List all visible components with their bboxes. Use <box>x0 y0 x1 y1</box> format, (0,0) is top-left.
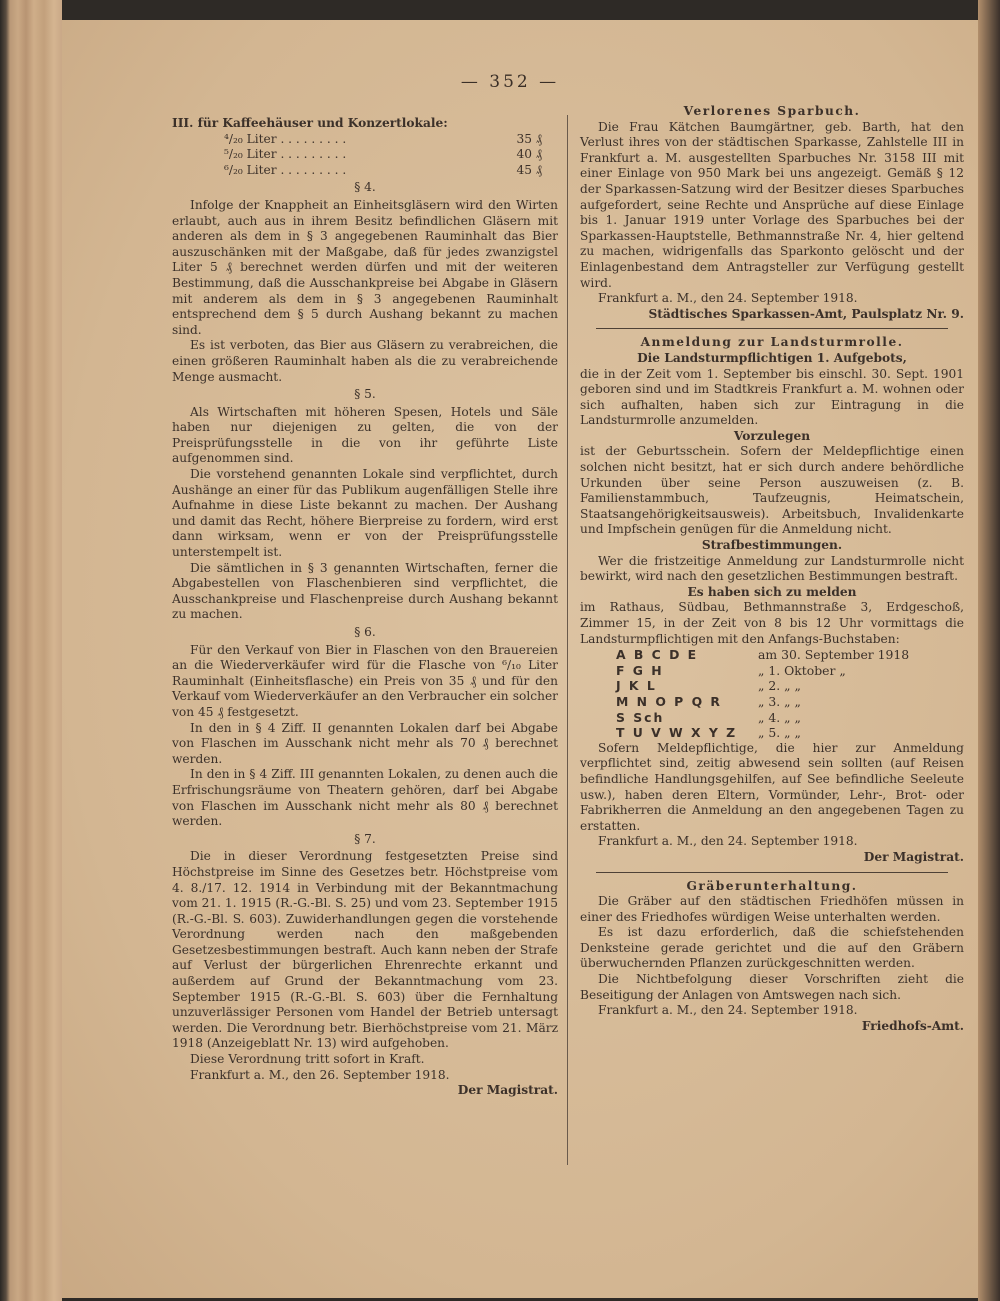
date-cell: „ 3. „ „ <box>758 693 801 709</box>
section-6-paragraph: Für den Verkauf von Bier in Flaschen von den Brauereien an die Wiederverkäufer wird für die Flasche von ⁶/₁₀ Liter Rauminhalt (Einheitsflasche) ein Preis von 35 ₰ und für den Verkauf vom Wiederverkäufer an den Verbraucher ein solcher von 45 ₰ festgesetzt. <box>172 642 558 719</box>
date-line: Frankfurt a. M., den 26. September 1918. <box>190 1067 450 1082</box>
date-line: Frankfurt a. M., den 24. September 1918. <box>598 291 858 306</box>
schedule-row <box>610 725 915 741</box>
section-4-heading: § 4. <box>354 180 376 195</box>
date-cell: „ 2. „ „ <box>758 678 801 694</box>
section-7-heading: § 7. <box>354 831 376 846</box>
section-5-paragraph: Die sämtlichen in § 3 genannten Wirtschaften, ferner die Abgabestellen von Flaschenbieren sind verpflichtet, die Ausschankpreise und Flaschenpreise durch Aushang bekannt zu machen. <box>172 560 558 622</box>
signature: Städtisches Sparkassen-Amt, Paulsplatz Nr. 9. <box>648 306 964 321</box>
page-number: — 352 — <box>460 72 560 92</box>
section-5-heading: § 5. <box>354 387 376 402</box>
letter-schedule-table <box>610 647 915 741</box>
signature: Der Magistrat. <box>457 1083 558 1098</box>
section-5-paragraph: Als Wirtschaften mit höheren Spesen, Hotels und Säle haben nur diejenigen zu gelten, die von der Preisprüfungsstelle in die von ihr geführte Liste aufgenommen sind. <box>172 404 558 466</box>
section-6-paragraph: In den in § 4 Ziff. III genannten Lokalen, zu denen auch die Erfrischungsräume von Theatern gehören, darf bei Abgabe von Flaschen im Ausschank nicht mehr als 80 ₰ berechnet werden. <box>172 767 558 829</box>
landsturm-text: die in der Zeit vom 1. September bis einschl. 30. Sept. 1901 geboren sind und im Stadtkreis Frankfurt a. M. wohnen oder sich aufhalten, haben sich zur Eintragung in die Landsturmrolle anzumelden. <box>580 366 964 428</box>
vorzulegen-heading: Vorzulegen <box>733 428 811 443</box>
strafbestimmungen-heading: Strafbestimmungen. <box>701 538 843 553</box>
graeber-text: Die Nichtbefolgung dieser Vorschriften zieht die Beseitigung der Anlagen von Amtswegen nach sich. <box>580 972 964 1002</box>
graeber-text: Es ist dazu erforderlich, daß die schiefstehenden Denksteine gerade gerichtet und die auf den Gräbern überwuchernden Pflanzen zurückgeschnitten werden. <box>580 925 964 971</box>
landsturm-text: im Rathaus, Südbau, Bethmannstraße 3, Erdgeschoß, Zimmer 15, in der Zeit von 8 bis 12 Uhr vormittags die Landsturmpflichtigen mit den Anfangs-Buchstaben: <box>580 600 964 646</box>
date-cell: „ 4. „ „ <box>758 709 801 725</box>
letters-cell: A B C D E <box>616 647 699 663</box>
notice-title-sparbuch: Verlorenes Sparbuch. <box>683 104 861 118</box>
schedule-row <box>610 647 915 663</box>
liter-label: ⁴/₂₀ Liter . . . . . . . . . <box>224 131 347 146</box>
letters-cell: S Sch <box>616 709 665 725</box>
book-binding-edge <box>978 0 1000 1301</box>
date-line: Frankfurt a. M., den 24. September 1918. <box>598 834 858 849</box>
date-cell: „ 1. Oktober „ <box>758 662 846 678</box>
heading-kaffeehaeuser: III. für Kaffeehäuser und Konzertlokale: <box>172 116 448 130</box>
landsturm-text: Wer die fristzeitige Anmeldung zur Landsturmrolle nicht bewirkt, wird nach den gesetzlichen Bestimmungen bestraft. <box>580 553 964 584</box>
section-6-paragraph: In den in § 4 Ziff. II genannten Lokalen darf bei Abgabe von Flaschen im Ausschank nicht mehr als 70 ₰ berechnet werden. <box>172 720 558 766</box>
date-cell: „ 5. „ „ <box>758 725 801 741</box>
schedule-row <box>610 678 915 694</box>
landsturm-text: Sofern Meldepflichtige, die hier zur Anmeldung verpflichtet sind, zeitig abwesend sein sollten (auf Reisen befindliche Handlungsgehilfen, auf See befindliche Seeleute usw.), haben deren Eltern, Vormünder, Lehr-, Brot- oder Fabrikherren die Anmeldung an den angegebenen Tagen zu erstatten. <box>580 740 964 833</box>
section-7-paragraph: Diese Verordnung tritt sofort in Kraft. <box>190 1052 425 1067</box>
liter-row <box>172 163 542 179</box>
schedule-row <box>610 694 915 710</box>
liter-row <box>172 132 542 148</box>
landsturm-text: ist der Geburtsschein. Sofern der Meldepflichtige einen solchen nicht besitzt, hat er sich durch andere behördliche Urkunden über seine Person auszuweisen (z. B. Familienstammbuch, Taufzeugnis, Heimatschein, Staatsangehörigkeitsausweis). Arbeitsbuch, Invalidenkarte und Impfschein genügen für die Anmeldung nicht. <box>580 444 964 537</box>
date-line: Frankfurt a. M., den 24. September 1918. <box>598 1003 858 1018</box>
section-rule <box>596 872 948 873</box>
liter-label: ⁶/₂₀ Liter . . . . . . . . . <box>224 162 347 177</box>
section-6-heading: § 6. <box>354 625 376 639</box>
signature: Der Magistrat. <box>863 849 964 864</box>
liter-row <box>172 147 542 163</box>
section-4-paragraph: Infolge der Knappheit an Einheitsgläsern wird den Wirten erlaubt, auch aus in ihrem Besitz befindlichen Gläsern mit anderen als dem in § 3 angegebenen Rauminhalt das Bier auszuschänken mit der Maßgabe, daß für jedes zwanzigstel Liter 5 ₰ berechnet werden dürfen und mit der weiteren Bestimmung, daß die Ausschankpreise bei Abgabe in Gläsern mit anderem als dem in § 3 angegebenen Rauminhalt entsprechend dem § 5 durch Aushang bekannt zu machen sind. <box>172 197 558 337</box>
notice-title-landsturm: Anmeldung zur Landsturmrolle. <box>640 335 904 350</box>
liter-price: 35 ₰ <box>516 131 542 146</box>
graeber-text: Die Gräber auf den städtischen Friedhöfen müssen in einer des Friedhofes würdigen Weise unterhalten werden. <box>580 894 964 924</box>
section-4-paragraph: Es ist verboten, das Bier aus Gläsern zu verabreichen, die einen größeren Rauminhalt haben als die zu verabreichende Menge ausmacht. <box>172 338 558 384</box>
letters-cell: J K L <box>616 678 657 694</box>
liter-label: ⁵/₂₀ Liter . . . . . . . . . <box>224 147 347 162</box>
schedule-row <box>610 710 915 726</box>
date-cell: am 30. September 1918 <box>758 647 910 663</box>
letters-cell: T U V W X Y Z <box>616 725 738 741</box>
signature: Friedhofs-Amt. <box>861 1018 964 1033</box>
liter-price: 45 ₰ <box>516 162 542 177</box>
book-page-edges <box>0 0 62 1301</box>
melden-heading: Es haben sich zu melden <box>687 584 857 599</box>
column-divider <box>567 115 568 1165</box>
section-5-paragraph: Die vorstehend genannten Lokale sind verpflichtet, durch Aushänge an einer für das Publikum augenfälligen Stelle ihre Aufnahme in diese Liste bekannt zu machen. Der Aushang und damit das Recht, höhere Bierpreise zu fordern, wird erst dann wirksam, wenn er von der Preisprüfungsstelle unterstempelt ist. <box>172 467 558 560</box>
section-rule <box>596 328 948 329</box>
section-7-paragraph: Die in dieser Verordnung festgesetzten Preise sind Höchstpreise im Sinne des Gesetzes betr. Höchstpreise vom 4. 8./17. 12. 1914 in Verbindung mit der Bekanntmachung vom 21. 1. 1915 (R.-G.-Bl. S. 25) und vom 23. September 1915 (R.-G.-Bl. S. 603). Zuwiderhandlungen gegen die vorstehende Verordnung werden nach den maßgebenden Gesetzesbestimmungen bestraft. Auch kann neben der Strafe auf Verlust der bürgerlichen Ehrenrechte erkannt und außerdem auf Grund der Bekanntmachung vom 23. September 1915 (R.-G.-Bl. S. 603) über die Fernhaltung unzuverlässiger Personen vom Handel der Betrieb untersagt werden. Die Verordnung betr. Bierhöchstpreise vom 21. März 1918 (Anzeigeblatt Nr. 13) wird aufgehoben. <box>172 849 558 1051</box>
right-column <box>580 104 964 1034</box>
letters-cell: M N O P Q R <box>616 693 722 709</box>
liter-price: 40 ₰ <box>516 147 542 162</box>
left-column <box>172 116 558 1099</box>
notice-title-graeber: Gräberunterhaltung. <box>686 878 858 893</box>
letters-cell: F G H <box>616 662 664 678</box>
landsturm-subheading: Die Landsturmpflichtigen 1. Aufgebots, <box>637 350 907 365</box>
sparbuch-text: Die Frau Kätchen Baumgärtner, geb. Barth, hat den Verlust ihres von der städtischen Sparkasse, Zahlstelle III in Frankfurt a. M. ausgestellten Sparbuches Nr. 3158 III mit einer Einlage von 950 Mark bei uns angezeigt. Gemäß § 12 der Sparkassen-Satzung wird der Besitzer dieses Sparbuches aufgefordert, seine Rechte und Ansprüche auf diese Einlage bis 1. Januar 1919 unter Vorlage des Sparbuches bei der Sparkassen-Hauptstelle, Bethmannstraße Nr. 4, hier geltend zu machen, widrigenfalls das Sparkonto gelöscht und der Einlagenbestand dem Antragsteller zur Verfügung gestellt wird. <box>580 119 964 290</box>
schedule-row <box>610 663 915 679</box>
